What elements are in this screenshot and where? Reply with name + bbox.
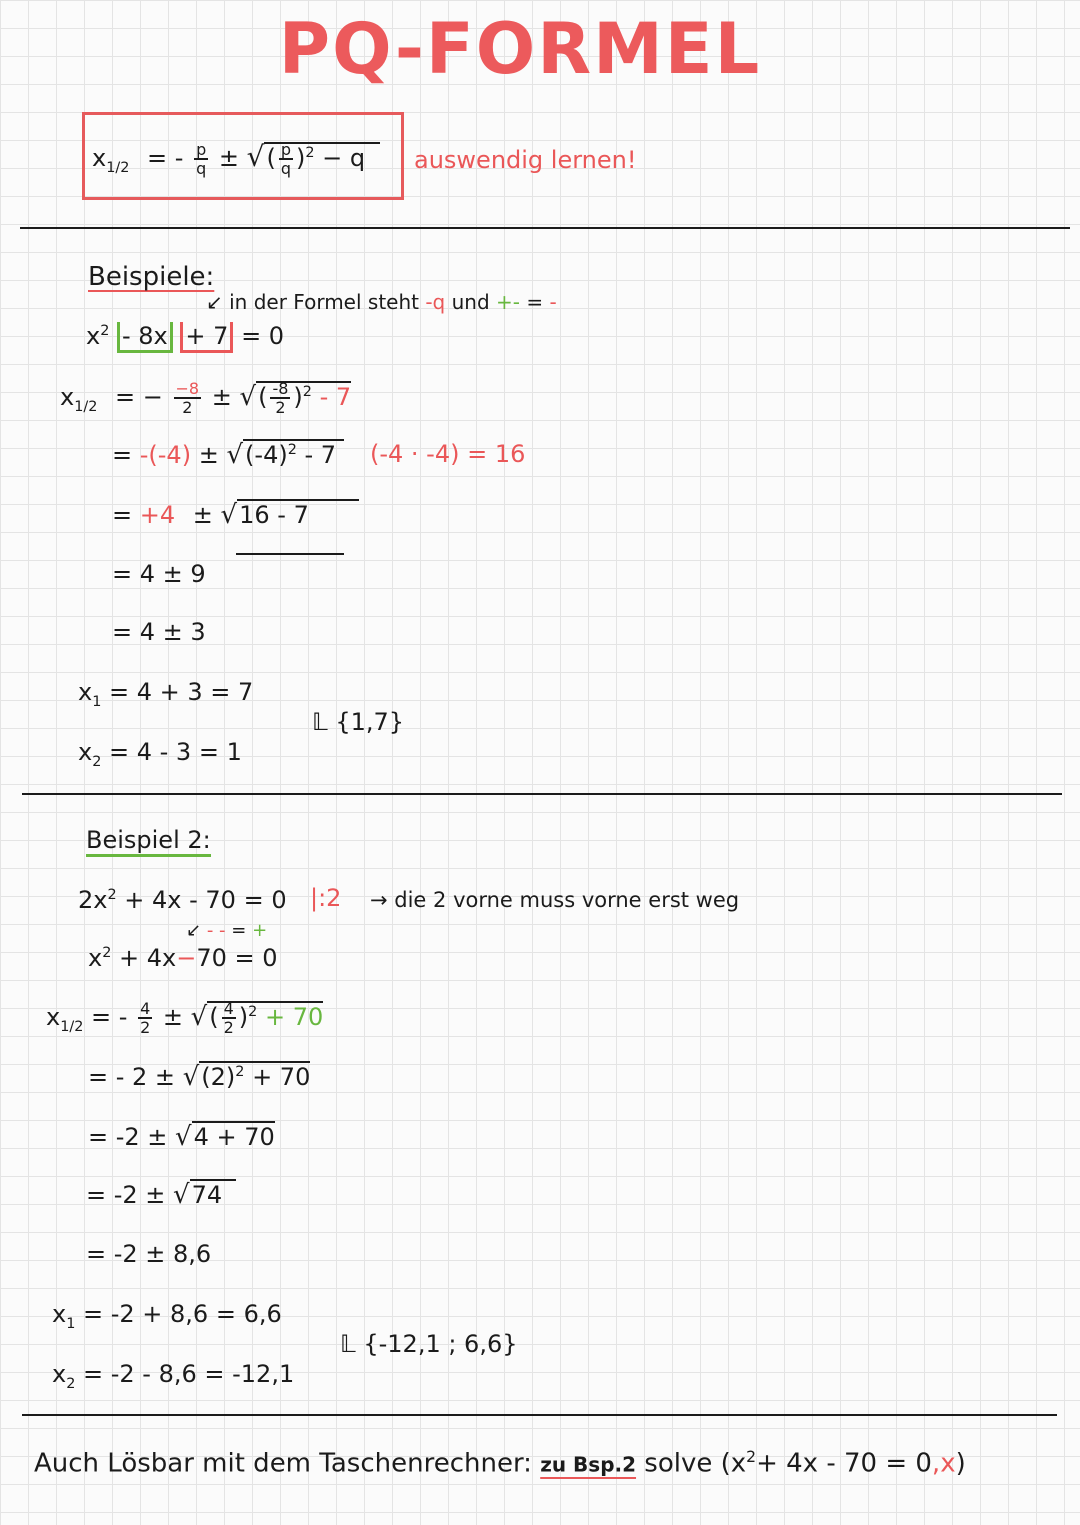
example-ref-link: zu Bsp.2	[540, 1452, 637, 1477]
section-divider	[22, 793, 1062, 795]
example2-heading: Beispiel 2:	[86, 826, 211, 857]
example1-line1: $x_{1/2}$ = − $\frac{-8}{2}$ ± √( $\frac{-8}{2}$ )$^2$ - 7	[60, 379, 352, 417]
example1-line5: = 4 ± 3	[112, 618, 206, 646]
section-divider	[22, 1414, 1057, 1416]
calculator-note: Auch Lösbar mit dem Taschenrechner: zu Bsp.2 solve $(x^2+ 4x - 70 = 0,x)$	[34, 1448, 966, 1479]
example2-sign-note: ↙ - - = +	[186, 920, 268, 941]
q-term: + 7	[180, 322, 233, 353]
example2-line5: = -2 ± 8,6	[86, 1240, 212, 1268]
example1-x1: $x_1 = 4 + 3 = 7$	[78, 678, 254, 710]
divide-step: |:2	[310, 884, 342, 912]
example2-line3: = -2 ± √4 + 70	[88, 1122, 275, 1152]
root-symbol: √	[246, 140, 265, 173]
memorize-note: auswendig lernen!	[414, 146, 637, 174]
pq-formula: $x_{1/2}$ = - $\frac{p}{q}$ ± √( $\frac{p}{q}$ )$^2$ − q	[92, 140, 380, 177]
example2-line4: = -2 ± √74	[86, 1180, 236, 1210]
root-bar	[236, 553, 344, 555]
section-divider	[20, 227, 1070, 229]
divide-note: → die 2 vorne muss vorne erst weg	[370, 888, 740, 912]
p-term: - 8x	[117, 322, 173, 353]
example1-line4: = 4 ± 9	[112, 560, 206, 588]
example2-x2: $x_2 = -2 - 8,6 = -12,1$	[52, 1360, 295, 1392]
pq-radicand: ( $\frac{p}{q}$ )$^2$ − q	[264, 142, 380, 172]
example2-normalized: $x^2 + 4x-70 = 0$	[88, 944, 278, 972]
example1-note: ↙ in der Formel steht -q und +- = -	[206, 290, 557, 314]
example1-line2: = $-(-4) \pm √(-4)^2 - 7$	[112, 440, 344, 470]
example2-equation: $2x^2 + 4x - 70 = 0$	[78, 886, 287, 914]
example1-x2: $x_2 = 4 - 3 = 1$	[78, 738, 242, 770]
example2-line2: = - $2 \pm √(2)^2 + 70$	[88, 1062, 311, 1092]
example1-heading: Beispiele:	[88, 262, 215, 292]
example1-solution-set: 𝕃 {1,7}	[312, 708, 405, 736]
example2-solution-set: 𝕃 {-12,1 ; 6,6}	[340, 1330, 518, 1358]
example1-line3: = +4 ± √16 - 7	[112, 500, 359, 530]
example1-equation: $x^2 - 8x + 7 = 0$	[86, 322, 284, 350]
example2-x1: $x_1 = -2 + 8,6 = 6,6$	[52, 1300, 282, 1332]
page-title: PQ-FORMEL	[278, 8, 762, 90]
p-over-q-fraction: $\frac{p}{q}$	[196, 140, 207, 178]
example2-line1: $x_{1/2}$ = - $\frac{4}{2}$ ± √( $\frac{4}{2}$ )$^2$ + 70	[46, 999, 324, 1037]
example1-square-note: (-4 · -4) = 16	[370, 440, 526, 468]
